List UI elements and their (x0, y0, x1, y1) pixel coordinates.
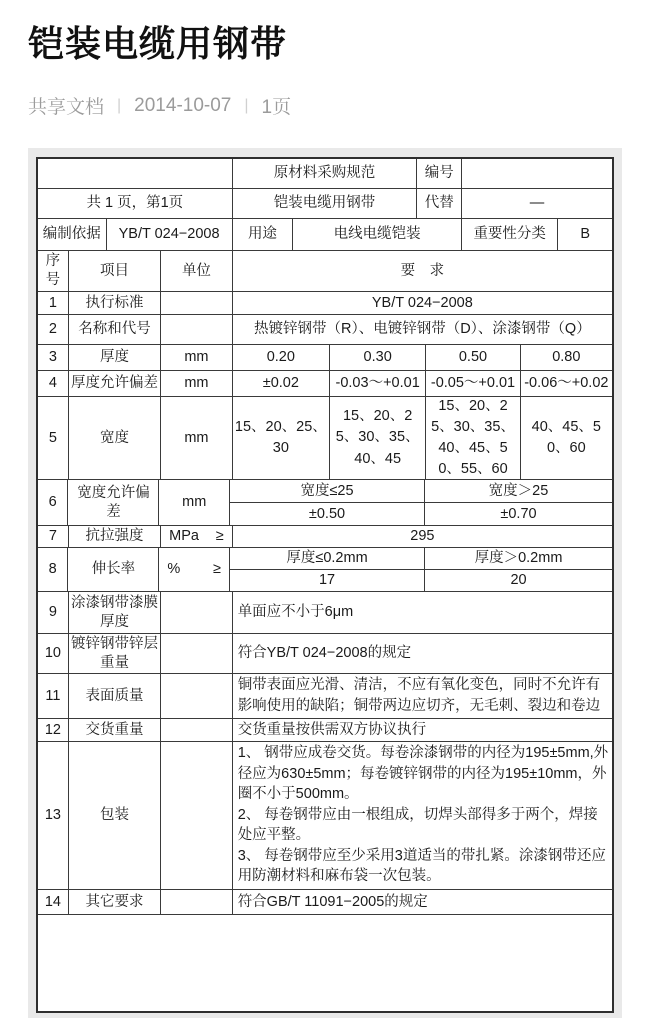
tolerance-value: ±0.70 (425, 503, 612, 526)
unit-text: % (167, 561, 181, 578)
row-item: 伸长率 (68, 548, 159, 592)
width-values: 15、20、25、30、35、40、45、50、55、60 (426, 397, 520, 480)
row-requirement: 符合GB/T 11091−2005的规定 (233, 890, 612, 915)
row-no: 12 (38, 719, 69, 742)
row-unit: mm (159, 480, 230, 526)
row-no: 6 (38, 480, 68, 526)
condition-header: 厚度≤0.2mm (230, 548, 425, 570)
importance-value-cell: B (558, 219, 612, 251)
thickness-tolerance-value: -0.05～+0.01 (426, 371, 520, 397)
thickness-value: 0.50 (426, 345, 520, 371)
doc-date: 2014-10-07 (134, 94, 232, 116)
table-row (38, 159, 612, 189)
code-value-cell (462, 159, 612, 189)
elongation-left (230, 548, 425, 592)
gte-symbol: ≥ (215, 528, 224, 545)
row-item: 执行标准 (69, 292, 161, 315)
row-no: 9 (38, 592, 69, 634)
row-unit (161, 674, 233, 719)
table-row (38, 292, 612, 315)
unit-text: MPa (169, 528, 199, 545)
usage-label-cell: 用途 (233, 219, 294, 251)
row-no: 7 (38, 526, 69, 548)
empty-cell (38, 915, 612, 1011)
table-row (38, 345, 612, 371)
row-no: 10 (38, 634, 69, 674)
doc-title-cell: 铠装电缆用钢带 (233, 189, 418, 219)
elongation-block (230, 548, 612, 592)
row-no: 14 (38, 890, 69, 915)
row-unit (161, 315, 233, 345)
table-row (38, 592, 612, 634)
row-unit (161, 292, 233, 315)
table-row (38, 674, 612, 719)
meta-separator: | (244, 96, 249, 114)
row-item: 名称和代号 (69, 315, 161, 345)
table-column-header-row (38, 251, 612, 292)
row-unit (161, 526, 233, 548)
width-tolerance-right (425, 480, 612, 526)
width-tolerance-left (230, 480, 425, 526)
table-row (38, 634, 612, 674)
condition-header: 宽度≤25 (230, 480, 425, 503)
packing-clause: 1、 钢带应成卷交货。每卷涂漆钢带的内径为195±5mm,外径应为630±5mm；每卷镀锌钢带的内径为195±10mm，外圈不小于500mm。 (237, 745, 609, 803)
packing-clause: 3、 每卷钢带应至少采用3道适当的带扎紧。涂漆钢带还应用防潮材料和麻布袋一次包装。 (237, 847, 606, 885)
row-item: 表面质量 (69, 674, 161, 719)
row-requirement: YB/T 024−2008 (233, 292, 612, 315)
col-header-unit: 单位 (161, 251, 233, 292)
row-no: 3 (38, 345, 69, 371)
width-values: 15、20、25、30 (233, 397, 330, 480)
row-item: 镀锌钢带锌层重量 (69, 634, 161, 674)
doc-page-count: 1页 (261, 97, 292, 118)
row-item: 涂漆钢带漆膜厚度 (69, 592, 161, 634)
thickness-value: 0.80 (521, 345, 612, 371)
col-header-no: 序号 (38, 251, 69, 292)
condition-header: 厚度＞0.2mm (425, 548, 612, 570)
col-header-item: 项目 (69, 251, 161, 292)
row-item: 宽度允许偏差 (68, 480, 159, 526)
row-unit (161, 592, 233, 634)
row-no: 5 (38, 397, 69, 480)
row-no: 1 (38, 292, 69, 315)
width-tolerance-block (230, 480, 612, 526)
replace-value-cell: — (462, 189, 612, 219)
table-row (38, 526, 612, 548)
thickness-tolerance-value: -0.03～+0.01 (330, 371, 426, 397)
elongation-value: 17 (230, 570, 425, 592)
table-row (38, 219, 612, 251)
row-item: 厚度 (69, 345, 161, 371)
table-row (38, 315, 612, 345)
doc-meta (28, 92, 291, 119)
row-no: 4 (38, 371, 69, 397)
table-row (38, 189, 612, 219)
row-requirement: 热镀锌钢带（R）、电镀锌钢带（D）、涂漆钢带（Q） (233, 315, 612, 345)
row-no: 11 (38, 674, 69, 719)
elongation-value: 20 (425, 570, 612, 592)
basis-value-cell: YB/T 024−2008 (107, 219, 233, 251)
row-unit: mm (161, 371, 233, 397)
row-unit (161, 742, 233, 890)
thickness-value: 0.30 (330, 345, 426, 371)
row-unit: mm (161, 397, 233, 480)
table-row (38, 890, 612, 915)
row-item: 其它要求 (69, 890, 161, 915)
row-unit (161, 634, 233, 674)
row-requirement: 295 (233, 526, 612, 548)
table-row (38, 719, 612, 742)
thickness-value: 0.20 (233, 345, 330, 371)
document-preview-card (28, 148, 622, 1018)
width-values: 40、45、50、60 (521, 397, 612, 480)
row-requirement: 单面应不小于6μm (233, 592, 612, 634)
page-title: 铠装电缆用钢带 (28, 23, 288, 64)
condition-header: 宽度＞25 (425, 480, 612, 503)
tolerance-value: ±0.50 (230, 503, 425, 526)
table-empty-footer (38, 915, 612, 1011)
width-values: 15、20、25、30、35、40、45 (330, 397, 426, 480)
row-item: 交货重量 (69, 719, 161, 742)
table-row (38, 480, 612, 526)
row-item: 宽度 (69, 397, 161, 480)
importance-label-cell: 重要性分类 (462, 219, 558, 251)
packing-clause: 2、 每卷钢带应由一根组成，切焊头部得多于两个，焊接处应平整。 (237, 806, 598, 844)
row-requirement: 铜带表面应光滑、清洁，不应有氧化变色，同时不允许有影响使用的缺陷；铜带两边应切齐，无毛刺、裂边和卷边 (233, 674, 612, 719)
row-unit (161, 719, 233, 742)
thickness-tolerance-value: -0.06～+0.02 (521, 371, 612, 397)
pages-info-cell: 共 1 页，第1页 (38, 189, 233, 219)
col-header-requirement: 要 求 (233, 251, 612, 292)
row-item: 包装 (69, 742, 161, 890)
doc-source-label: 共享文档 (28, 97, 105, 118)
code-label-cell: 编号 (417, 159, 462, 189)
meta-separator: | (117, 96, 122, 114)
header-empty-cell (38, 159, 233, 189)
table-row (38, 742, 612, 890)
spec-table (36, 157, 614, 1013)
row-no: 2 (38, 315, 69, 345)
table-row (38, 371, 612, 397)
replace-label-cell: 代替 (417, 189, 462, 219)
row-unit (161, 890, 233, 915)
row-requirement: 交货重量按供需双方协议执行 (233, 719, 612, 742)
row-unit (159, 548, 230, 592)
table-row (38, 548, 612, 592)
row-item: 抗拉强度 (69, 526, 161, 548)
row-item: 厚度允许偏差 (69, 371, 161, 397)
basis-label-cell: 编制依据 (38, 219, 107, 251)
usage-value-cell: 电线电缆铠装 (293, 219, 462, 251)
row-unit: mm (161, 345, 233, 371)
elongation-right (425, 548, 612, 592)
gte-symbol: ≥ (213, 561, 222, 578)
row-no: 8 (38, 548, 68, 592)
row-no: 13 (38, 742, 69, 890)
row-requirement (233, 742, 612, 890)
row-requirement: 符合YB/T 024−2008的规定 (233, 634, 612, 674)
thickness-tolerance-value: ±0.02 (233, 371, 330, 397)
table-row (38, 397, 612, 480)
spec-title-cell: 原材料采购规范 (233, 159, 418, 189)
